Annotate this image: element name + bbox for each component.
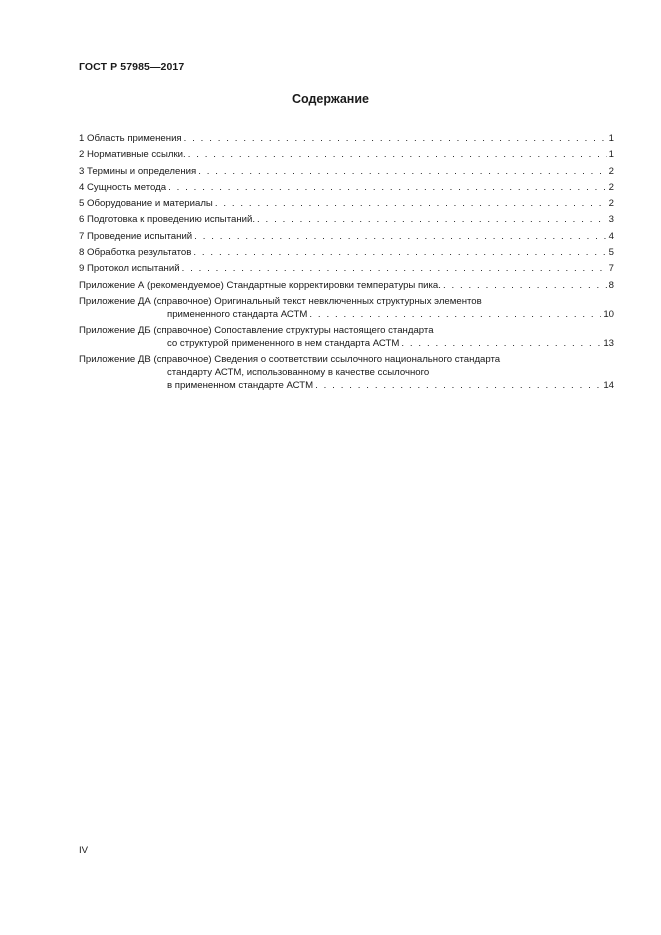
toc-entry-text: 8 Обработка результатов: [79, 247, 192, 259]
toc-entry-page: 14: [603, 379, 614, 391]
toc-appendix-continuation: [79, 337, 614, 350]
toc-entry[interactable]: [79, 164, 614, 180]
toc-appendix-title: Приложение ДВ (справочное) Сведения о соответствии ссылочного национального стандарта: [79, 353, 501, 365]
document-code: ГОСТ Р 57985—2017: [79, 61, 185, 73]
toc-entry-page: 2: [608, 198, 614, 210]
toc-entry[interactable]: [79, 196, 614, 212]
toc-entry-text: 4 Сущность метода: [79, 181, 167, 193]
toc-leader-dots: [309, 308, 601, 321]
toc-entry-page: 13: [603, 337, 614, 349]
toc-leader-dots: [194, 229, 606, 245]
toc-entry-text: в примененном стандарте АСТМ: [167, 379, 314, 391]
toc-entry-page: 1: [608, 133, 614, 144]
toc-leader-dots: [315, 379, 601, 392]
toc-leader-dots: [257, 212, 607, 228]
toc-entry[interactable]: [79, 212, 614, 228]
toc-entry-page: 2: [608, 181, 614, 193]
toc-leader-dots: [168, 180, 607, 196]
toc-entry-page: 2: [608, 165, 614, 177]
toc-entry-page: 7: [608, 263, 614, 275]
toc-entry[interactable]: [79, 229, 614, 245]
toc-appendix-title: Приложение ДБ (справочное) Сопоставление структуры настоящего стандарта: [79, 324, 434, 336]
toc-entry-page: 5: [608, 247, 614, 259]
toc-entry[interactable]: [79, 131, 614, 147]
toc-appendix-entry[interactable]: [79, 324, 614, 350]
toc-leader-dots: [198, 164, 606, 180]
toc-entry-text: 1 Область применения: [79, 133, 182, 144]
toc-entry[interactable]: [79, 147, 614, 163]
toc-entry-text: 2 Нормативные ссылки.: [79, 149, 186, 161]
toc-appendix-title: Приложение ДА (справочное) Оригинальный текст невключенных структурных элементов: [79, 295, 482, 307]
toc-entry[interactable]: [79, 180, 614, 196]
toc-leader-dots: [184, 131, 607, 147]
toc-leader-dots: [188, 147, 607, 163]
toc-appendix-continuation: стандарту АСТМ, использованному в качестве ссылочного: [167, 366, 430, 378]
toc-appendix-entry[interactable]: [79, 295, 614, 321]
toc-entry-page: 3: [608, 214, 614, 226]
toc-appendix-continuation: [79, 308, 614, 321]
page-number: IV: [79, 845, 89, 856]
toc-leader-dots: [401, 337, 601, 350]
toc-leader-dots: [215, 196, 607, 212]
toc-entry-text: 9 Протокол испытаний: [79, 263, 180, 275]
table-of-contents: [79, 131, 614, 395]
toc-appendix-continuation: [79, 379, 614, 392]
toc-leader-dots: [443, 278, 607, 294]
toc-entry-text: 6 Подготовка к проведению испытаний.: [79, 214, 256, 226]
toc-entry-text: Приложение А (рекомендуемое) Стандартные корректировки температуры пика.: [79, 279, 441, 291]
toc-title: Содержание: [291, 92, 369, 106]
toc-entry-page: 4: [608, 230, 614, 242]
toc-entry-text: 7 Проведение испытаний: [79, 230, 193, 242]
toc-entry-text: со структурой примененного в нем стандарта АСТМ: [167, 337, 400, 349]
toc-entry[interactable]: [79, 245, 614, 261]
toc-entry[interactable]: [79, 261, 614, 277]
toc-entry-page: 1: [608, 149, 614, 161]
toc-entry[interactable]: [79, 278, 614, 294]
toc-entry-page: 10: [603, 308, 614, 320]
toc-entry-text: 5 Оборудование и материалы: [79, 198, 213, 210]
toc-entry-text: 3 Термины и определения: [79, 165, 197, 177]
toc-leader-dots: [193, 245, 606, 261]
toc-entry-page: 8: [608, 279, 614, 291]
toc-appendix-entry[interactable]: [79, 353, 614, 392]
toc-entry-text: примененного стандарта АСТМ: [167, 308, 308, 320]
toc-leader-dots: [182, 261, 607, 277]
